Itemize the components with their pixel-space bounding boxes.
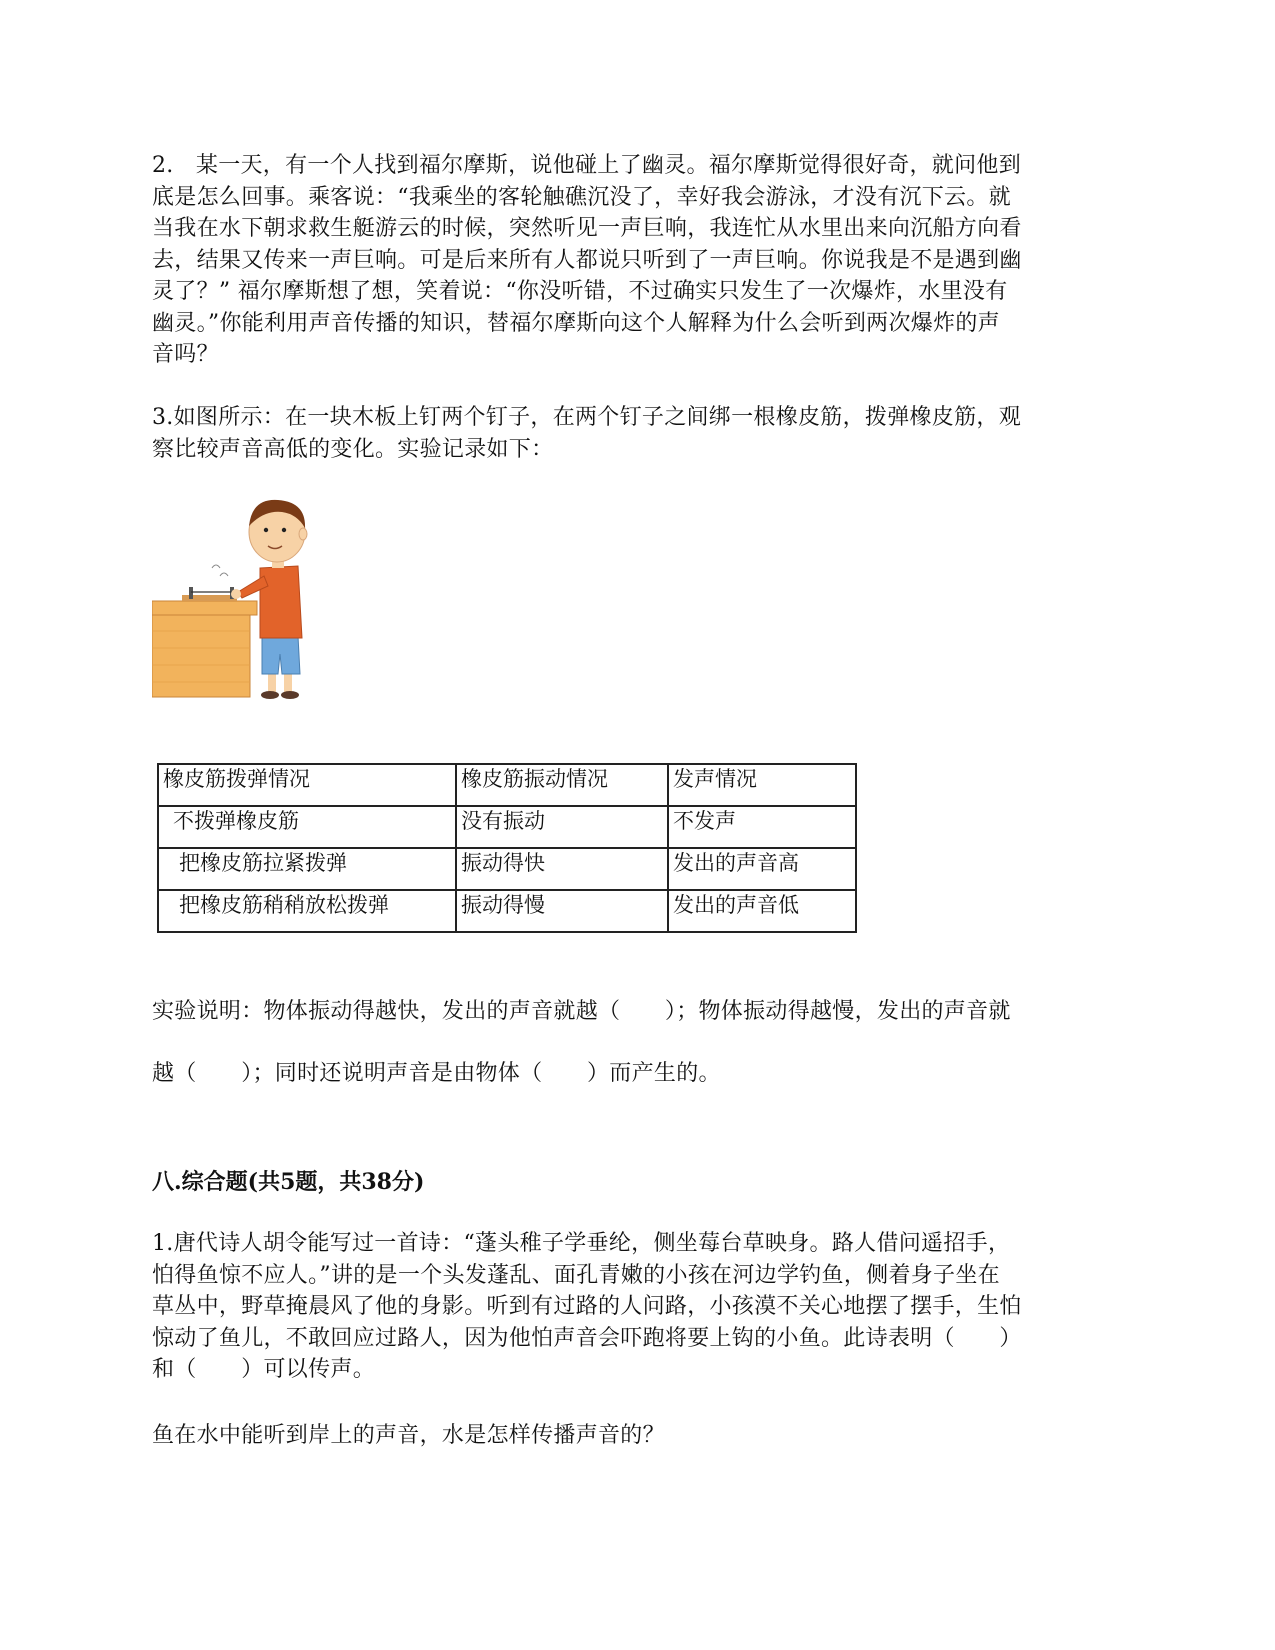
text-line: 1.唐代诗人胡令能写过一首诗：“蓬头稚子学垂纶，侧坐莓台草映身。路人借问遥招手，	[152, 1231, 1011, 1256]
text-line: 去，结果又传来一声巨响。可是后来所有人都说只听到了一声巨响。你说我是不是遇到幽	[152, 247, 1022, 273]
experiment-explanation	[152, 996, 1122, 1119]
table-cell: 发出的声音高	[668, 848, 856, 890]
text-line: 2. 某一天，有一个人找到福尔摩斯，说他碰上了幽灵。福尔摩斯觉得很好奇，就问他到	[152, 153, 1021, 178]
text-line: 音吗？	[152, 342, 219, 367]
experiment-record-table	[157, 763, 857, 933]
text-line: 幽灵。”你能利用声音传播的知识，替福尔摩斯向这个人解释为什么会听到两次爆炸的声	[152, 310, 1000, 336]
text-line: 惊动了鱼儿，不敢回应过路人，因为他怕声音会吓跑将要上钩的小鱼。此诗表明（ ）	[152, 1325, 1022, 1351]
fish-question	[152, 1420, 1122, 1452]
question-3	[152, 402, 1122, 465]
text-line: 3.如图所示：在一块木板上钉两个钉子，在两个钉子之间绑一根橡皮筋，拨弹橡皮筋，观	[152, 405, 1021, 430]
table-header-cell: 橡皮筋振动情况	[456, 764, 668, 806]
section-heading: 八.综合题(共5题，共38分)	[152, 1169, 425, 1195]
table-cell: 不拨弹橡皮筋	[158, 806, 456, 848]
text-line: 草丛中，野草掩晨风了他的身影。听到有过路的人问路，小孩漠不关心地摆了摆手，生怕	[152, 1294, 1022, 1319]
rubber-band-experiment-illustration	[152, 496, 312, 701]
text-line: 和（ ）可以传声。	[152, 1357, 376, 1382]
table-cell: 发出的声音低	[668, 890, 856, 932]
question-8-1	[152, 1228, 1122, 1386]
table-cell: 没有振动	[456, 806, 668, 848]
text-line: 察比较声音高低的变化。实验记录如下：	[152, 436, 554, 462]
text-line: 越（ ）；同时还说明声音是由物体（ ）而产生的。	[152, 1060, 721, 1086]
table-row	[158, 890, 856, 932]
table-header-cell: 橡皮筋拨弹情况	[158, 764, 456, 806]
table-cell: 振动得慢	[456, 890, 668, 932]
table-header-row	[158, 764, 856, 806]
table-cell: 不发声	[668, 806, 856, 848]
text-line: 底是怎么回事。乘客说：“我乘坐的客轮触礁沉没了，幸好我会游泳，才没有沉下云。就	[152, 184, 1011, 210]
table-row	[158, 806, 856, 848]
text-line: 实验说明：物体振动得越快，发出的声音就越（ ）；物体振动得越慢，发出的声音就	[152, 999, 1011, 1024]
table-cell: 把橡皮筋拉紧拨弹	[158, 848, 456, 890]
text-line: 鱼在水中能听到岸上的声音，水是怎样传播声音的？	[152, 1423, 665, 1448]
table-header-cell: 发声情况	[668, 764, 856, 806]
table-row	[158, 848, 856, 890]
table-cell: 把橡皮筋稍稍放松拨弹	[158, 890, 456, 932]
text-line: 怕得鱼惊不应人。”讲的是一个头发蓬乱、面孔青嫩的小孩在河边学钓鱼，侧着身子坐在	[152, 1262, 1000, 1288]
text-line: 灵了？” 福尔摩斯想了想，笑着说：“你没听错，不过确实只发生了一次爆炸，水里没有	[152, 279, 1008, 304]
text-line: 当我在水下朝求救生艇游云的时候，突然听见一声巨响，我连忙从水里出来向沉船方向看	[152, 216, 1022, 241]
question-2	[152, 150, 1122, 371]
table-cell: 振动得快	[456, 848, 668, 890]
